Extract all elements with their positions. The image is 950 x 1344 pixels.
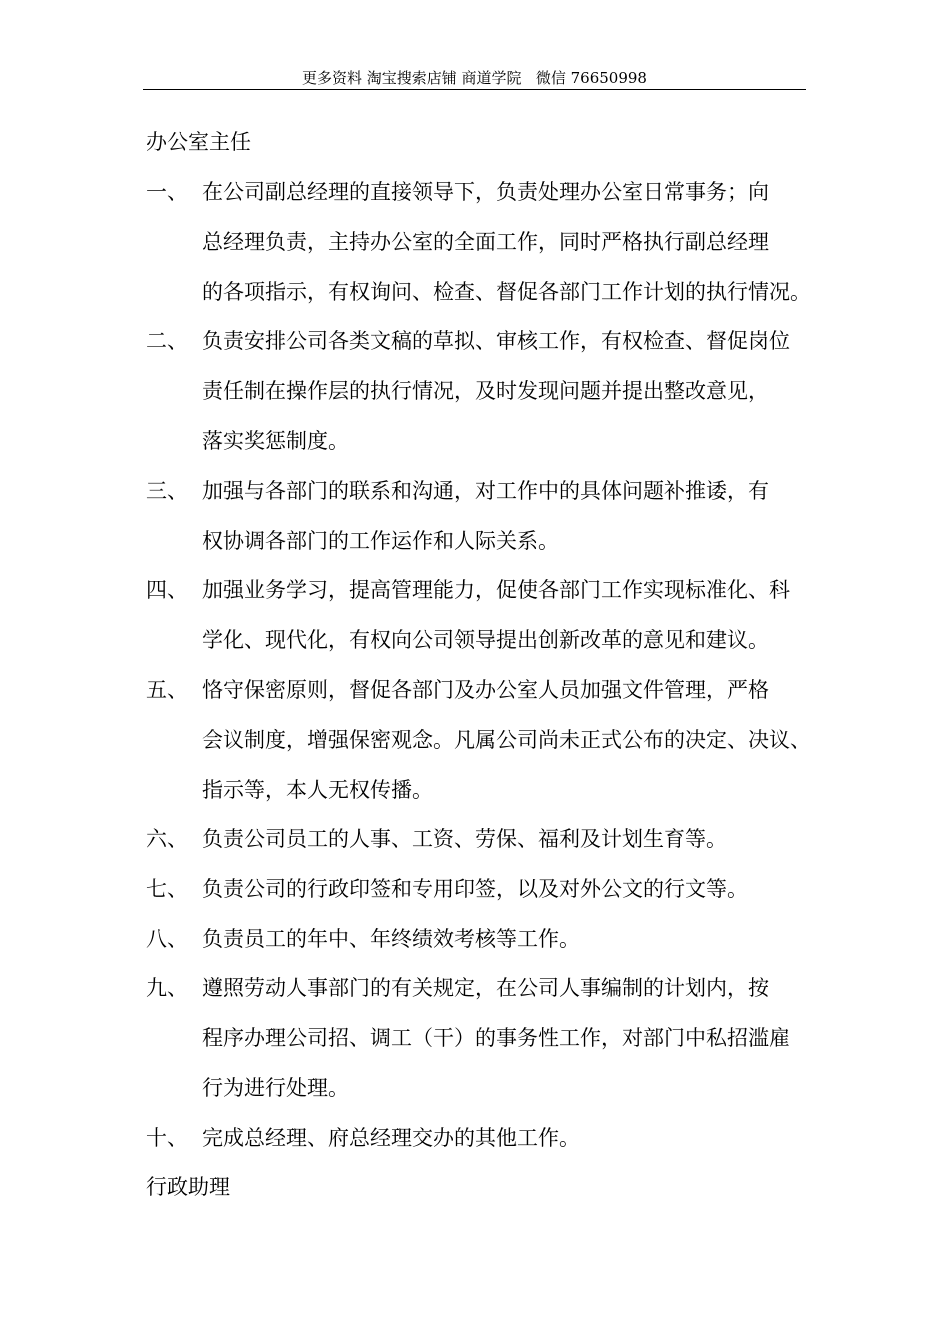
item-text-line: 负责公司的行政印签和专用印签，以及对外公文的行文等。 bbox=[202, 877, 748, 901]
item-text-line: 学化、现代化，有权向公司领导提出创新改革的意见和建议。 bbox=[202, 628, 769, 652]
header-divider bbox=[143, 89, 806, 90]
section-title-admin-assistant: 行政助理 bbox=[146, 1175, 230, 1199]
page-header: 更多资料 淘宝搜索店铺 商道学院 微信 76650998 bbox=[302, 69, 647, 87]
item-text-line: 完成总经理、府总经理交办的其他工作。 bbox=[202, 1126, 580, 1150]
item-text-line: 负责公司员工的人事、工资、劳保、福利及计划生育等。 bbox=[202, 827, 727, 851]
item-number: 七、 bbox=[146, 877, 188, 901]
item-text-line: 恪守保密原则，督促各部门及办公室人员加强文件管理，严格 bbox=[202, 678, 769, 702]
item-number: 六、 bbox=[146, 827, 188, 851]
item-number: 四、 bbox=[146, 578, 188, 602]
item-number: 十、 bbox=[146, 1126, 188, 1150]
item-text-line: 会议制度，增强保密观念。凡属公司尚未正式公布的决定、决议、 bbox=[202, 728, 811, 752]
item-text-line: 的各项指示，有权询问、检查、督促各部门工作计划的执行情况。 bbox=[202, 280, 811, 304]
item-text-line: 落实奖惩制度。 bbox=[202, 429, 349, 453]
item-text-line: 指示等，本人无权传播。 bbox=[202, 778, 433, 802]
item-number: 八、 bbox=[146, 927, 188, 951]
item-number: 五、 bbox=[146, 678, 188, 702]
item-text-line: 加强与各部门的联系和沟通，对工作中的具体问题补推诿，有 bbox=[202, 479, 769, 503]
item-text-line: 遵照劳动人事部门的有关规定，在公司人事编制的计划内，按 bbox=[202, 976, 769, 1000]
section-title-office-director: 办公室主任 bbox=[146, 130, 251, 154]
item-number: 一、 bbox=[146, 180, 188, 204]
item-number: 二、 bbox=[146, 329, 188, 353]
item-text-line: 负责安排公司各类文稿的草拟、审核工作，有权检查、督促岗位 bbox=[202, 329, 790, 353]
item-text-line: 权协调各部门的工作运作和人际关系。 bbox=[202, 529, 559, 553]
item-text-line: 在公司副总经理的直接领导下，负责处理办公室日常事务；向 bbox=[202, 180, 769, 204]
item-text-line: 总经理负责，主持办公室的全面工作，同时严格执行副总经理 bbox=[202, 230, 769, 254]
item-text-line: 负责员工的年中、年终绩效考核等工作。 bbox=[202, 927, 580, 951]
item-number: 三、 bbox=[146, 479, 188, 503]
item-text-line: 程序办理公司招、调工（干）的事务性工作，对部门中私招滥雇 bbox=[202, 1026, 790, 1050]
item-text-line: 加强业务学习，提高管理能力，促使各部门工作实现标准化、科 bbox=[202, 578, 790, 602]
item-text-line: 责任制在操作层的执行情况，及时发现问题并提出整改意见， bbox=[202, 379, 769, 403]
item-number: 九、 bbox=[146, 976, 188, 1000]
item-text-line: 行为进行处理。 bbox=[202, 1076, 349, 1100]
